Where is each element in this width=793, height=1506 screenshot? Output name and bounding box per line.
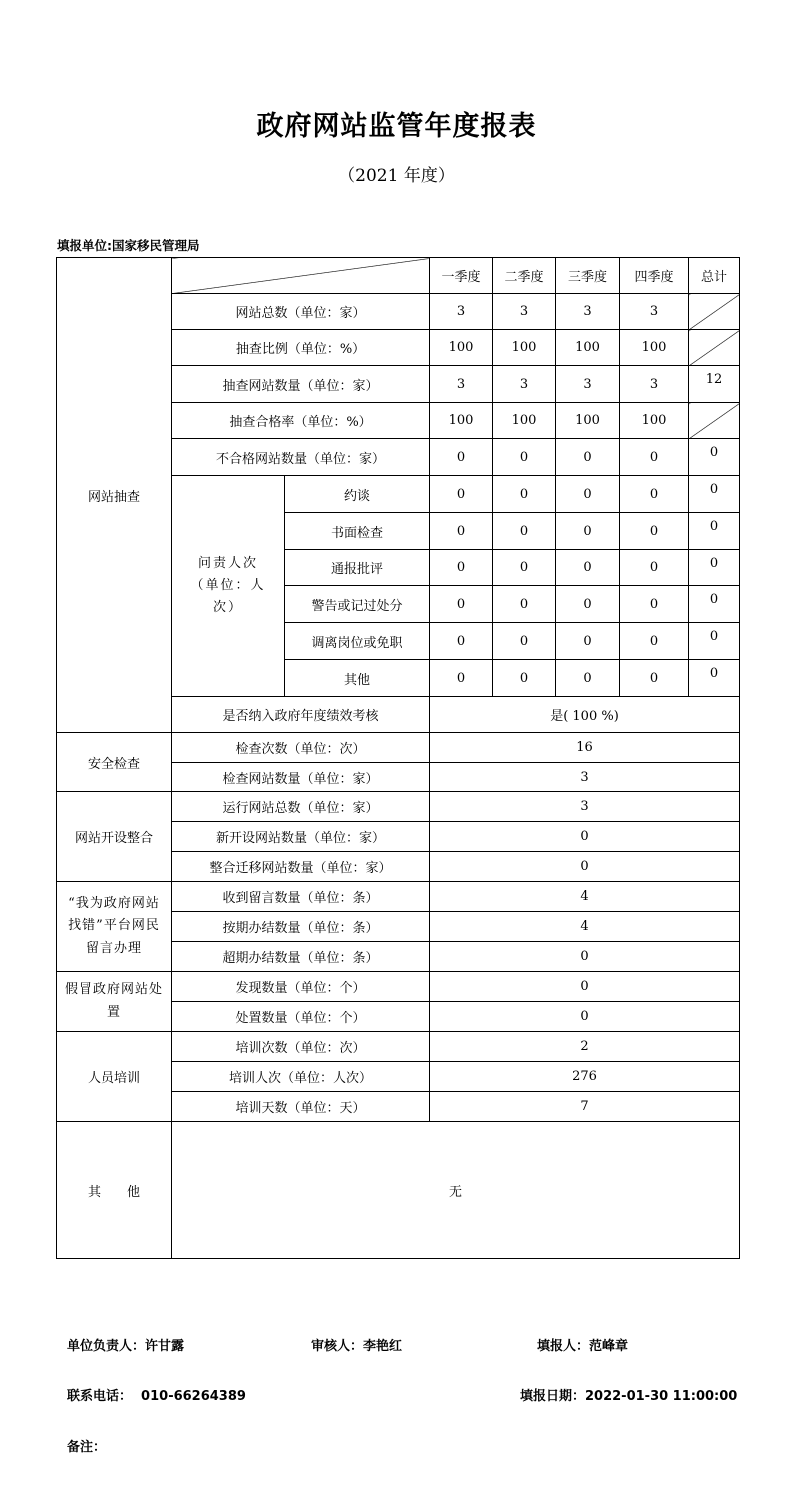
cell-value: 0: [430, 852, 740, 882]
cell-value: 0: [493, 439, 556, 476]
cell-value: 0: [556, 476, 620, 513]
cell-value: 0: [620, 476, 689, 513]
contact-phone: 联系电话： 010-66264389: [67, 1389, 246, 1404]
cell-value: 是( 100 %): [430, 697, 740, 733]
row-label: 通报批评: [285, 550, 430, 586]
table-row: [57, 1122, 740, 1259]
cell-value: 0: [493, 660, 556, 697]
cell-total: 0: [689, 476, 740, 513]
cell-value: 100: [556, 330, 620, 366]
cell-value: 276: [430, 1062, 740, 1092]
row-label: 书面检查: [285, 513, 430, 550]
row-label: 超期办结数量（单位：条）: [172, 942, 430, 972]
cell-value: 3: [430, 792, 740, 822]
header-q2: 二季度: [493, 258, 556, 294]
cell-value: 0: [556, 513, 620, 550]
cell-total: 0: [689, 660, 740, 697]
cell-value: 0: [620, 439, 689, 476]
cell-value: 0: [620, 513, 689, 550]
row-label: 培训人次（单位：人次）: [172, 1062, 430, 1092]
cell-value: 0: [430, 623, 493, 660]
cell-value: 7: [430, 1092, 740, 1122]
cell-value: 0: [556, 586, 620, 623]
cell-total: 0: [689, 623, 740, 660]
page-title: 政府网站监管年度报表: [256, 111, 537, 142]
reviewer: 审核人：李艳红: [311, 1339, 403, 1354]
row-label: 检查次数（单位：次）: [172, 733, 430, 763]
cell-value: 0: [556, 660, 620, 697]
row-label: 网站总数（单位：家）: [172, 294, 430, 330]
header-q3: 三季度: [556, 258, 620, 294]
row-label: 警告或记过处分: [285, 586, 430, 623]
row-label: 发现数量（单位：个）: [172, 972, 430, 1002]
cell-value: 0: [493, 476, 556, 513]
row-label: 其他: [285, 660, 430, 697]
row-label: 整合迁移网站数量（单位：家）: [172, 852, 430, 882]
cell-value: 0: [430, 550, 493, 586]
training-section-label: 人员培训: [57, 1032, 172, 1122]
cell-value: 0: [430, 586, 493, 623]
quarter-header-row: [57, 258, 740, 294]
row-label: 抽查比例（单位：%）: [172, 330, 430, 366]
cell-value: 0: [493, 586, 556, 623]
fill-date: 填报日期：2022-01-30 11:00:00: [520, 1389, 738, 1404]
cell-value: 100: [430, 403, 493, 439]
cell-value: 0: [620, 586, 689, 623]
header-q4: 四季度: [620, 258, 689, 294]
table-row: [57, 882, 740, 912]
row-label: 培训天数（单位：天）: [172, 1092, 430, 1122]
table-row: [57, 972, 740, 1002]
cell-value: 0: [430, 439, 493, 476]
reporting-unit: 填报单位:国家移民管理局: [57, 238, 200, 253]
cell-total: 0: [689, 439, 740, 476]
row-label: 处置数量（单位：个）: [172, 1002, 430, 1032]
table-row: [57, 733, 740, 763]
cell-value: 3: [556, 366, 620, 403]
remarks: 备注：: [67, 1440, 107, 1455]
cell-value: 0: [620, 660, 689, 697]
cell-value: 100: [620, 403, 689, 439]
total-diagonal-cell: [689, 330, 740, 366]
cell-value: 0: [556, 439, 620, 476]
cell-value: 0: [493, 623, 556, 660]
cell-value: 3: [430, 763, 740, 792]
cell-total: 0: [689, 550, 740, 586]
report-year: （2021 年度）: [338, 166, 455, 186]
filler: 填报人：范峰章: [537, 1339, 629, 1354]
cell-value: 100: [493, 330, 556, 366]
cell-value: 0: [620, 550, 689, 586]
cell-value: 0: [430, 513, 493, 550]
cell-value: 3: [620, 366, 689, 403]
cell-value: 4: [430, 912, 740, 942]
row-label: 按期办结数量（单位：条）: [172, 912, 430, 942]
cell-total: 12: [689, 366, 740, 403]
messages-section-label: “我为政府网站找错”平台网民留言办理: [57, 882, 172, 972]
cell-value: 3: [493, 294, 556, 330]
cell-value: 2: [430, 1032, 740, 1062]
cell-value: 0: [556, 623, 620, 660]
row-label: 是否纳入政府年度绩效考核: [172, 697, 430, 733]
cell-value: 0: [620, 623, 689, 660]
table-row: [57, 792, 740, 822]
unit-leader: 单位负责人：许甘露: [67, 1339, 185, 1354]
row-label: 抽查网站数量（单位：家）: [172, 366, 430, 403]
cell-value: 0: [430, 942, 740, 972]
cell-value: 100: [430, 330, 493, 366]
cell-value: 0: [430, 1002, 740, 1032]
row-label: 检查网站数量（单位：家）: [172, 763, 430, 792]
cell-total: 0: [689, 586, 740, 623]
report-table: [56, 257, 740, 1259]
header-total: 总计: [689, 258, 740, 294]
row-label: 不合格网站数量（单位：家）: [172, 439, 430, 476]
cell-value: 0: [493, 513, 556, 550]
cell-value: 0: [556, 550, 620, 586]
cell-value: 3: [556, 294, 620, 330]
cell-total: 0: [689, 513, 740, 550]
cell-value: 3: [620, 294, 689, 330]
other-section-label: 其 他: [57, 1122, 172, 1259]
cell-value: 0: [430, 476, 493, 513]
total-diagonal-cell: [689, 294, 740, 330]
cell-value: 0: [493, 550, 556, 586]
row-label: 培训次数（单位：次）: [172, 1032, 430, 1062]
total-diagonal-cell: [689, 403, 740, 439]
row-label: 新开设网站数量（单位：家）: [172, 822, 430, 852]
row-label: 运行网站总数（单位：家）: [172, 792, 430, 822]
other-value: 无: [172, 1122, 740, 1259]
cell-value: 3: [430, 294, 493, 330]
row-label: 收到留言数量（单位：条）: [172, 882, 430, 912]
cell-value: 16: [430, 733, 740, 763]
row-label: 约谈: [285, 476, 430, 513]
fake-section-label: 假冒政府网站处置: [57, 972, 172, 1032]
cell-value: 3: [430, 366, 493, 403]
cell-value: 3: [493, 366, 556, 403]
row-label: 抽查合格率（单位：%）: [172, 403, 430, 439]
accountability-label: 问责人次（单位：人次）: [172, 476, 285, 697]
safety-section-label: 安全检查: [57, 733, 172, 792]
cell-value: 0: [430, 660, 493, 697]
spot-section-label: 网站抽查: [57, 258, 172, 733]
cell-value: 4: [430, 882, 740, 912]
cell-value: 0: [430, 822, 740, 852]
integration-section-label: 网站开设整合: [57, 792, 172, 882]
header-q1: 一季度: [430, 258, 493, 294]
header-diagonal-cell: [172, 258, 430, 294]
cell-value: 100: [556, 403, 620, 439]
cell-value: 100: [620, 330, 689, 366]
cell-value: 100: [493, 403, 556, 439]
cell-value: 0: [430, 972, 740, 1002]
table-row: [57, 1032, 740, 1062]
row-label: 调离岗位或免职: [285, 623, 430, 660]
